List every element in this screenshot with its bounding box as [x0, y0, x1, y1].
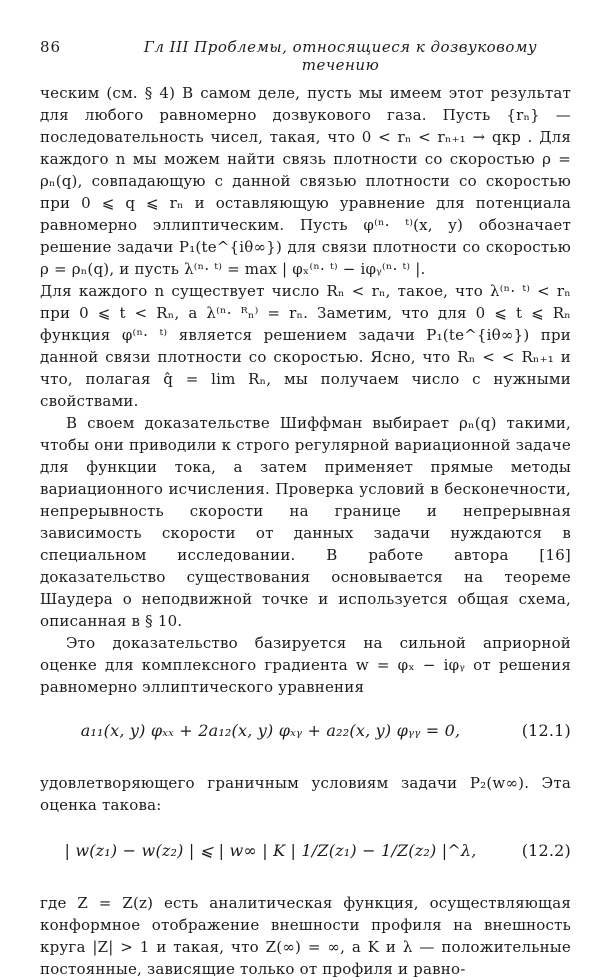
- paragraph-2: Для каждого n существует число Rₙ < rₙ, такое, что λ⁽ⁿ· ᵗ⁾ < rₙ при 0 ⩽ t < Rₙ, а λ⁽ⁿ· ᴿₙ⁾ = rₙ. Заметим, что для 0 ⩽ t ⩽ Rₙ функция φ⁽ⁿ· ᵗ⁾ является решением задачи P₁(te^{iθ∞}) при данной связи плотности со скоростью. Ясно, что Rₙ < < Rₙ₊₁ и что, полагая q̂ = lim Rₙ, мы получаем число с нужными свойствами.: [40, 282, 571, 410]
- page-number: 86: [40, 38, 62, 56]
- paragraph-1: ческим (см. § 4) В самом деле, пусть мы имеем этот результат для любого равномерно дозвукового газа. Пусть {rₙ} — последовательность чисел, такая, что 0 < rₙ < rₙ₊₁ → qкр . Для каждого n мы можем найти связь плотности со скоростью ρ = ρₙ(q), совпадающую с данной связью плотности со скоростью при 0 ⩽ q ⩽ rₙ и оставляющую уравнение для потенциала равномерно эллиптическим. Пусть φ⁽ⁿ· ᵗ⁾(x, y) обозначает решение задачи P₁(te^{iθ∞}) для связи плотности со скоростью ρ = ρₙ(q), и пусть λ⁽ⁿ· ᵗ⁾ = max | φₓ⁽ⁿ· ᵗ⁾ − iφᵧ⁽ⁿ· ᵗ⁾ |.: [40, 84, 571, 278]
- body-text: [40, 82, 571, 980]
- running-head: Гл III Проблемы, относящиеся к дозвуковому течению: [143, 38, 538, 74]
- equation-expression: | w(z₁) − w(z₂) | ⩽ | w∞ | K | 1/Z(z₁) − 1/Z(z₂) |^λ,: [64, 841, 477, 860]
- page-header: [40, 38, 571, 74]
- paragraph-6: где Z = Z(z) есть аналитическая функция, осуществляющая конформное отображение внешности профиля на внешность круга |Z| > 1 и такая, что Z(∞) = ∞, а K и λ — положительные постоянные, зависящие только от профиля и равно-: [40, 894, 571, 978]
- equation-expression: a₁₁(x, y) φₓₓ + 2a₁₂(x, y) φₓᵧ + a₂₂(x, y) φᵧᵧ = 0,: [80, 721, 461, 740]
- paragraph-3: В своем доказательстве Шиффман выбирает ρₙ(q) такими, чтобы они приводили к строго регулярной вариационной задаче для функции тока, а затем применяет прямые методы вариационного исчисления. Проверка условий в бесконечности, непрерывность скорости на границе и непрерывная зависимость скорости от данных задачи нуждаются в специальном исследовании. В работе автора [16] доказательство существования основывается на теореме Шаудера о неподвижной точке и используется общая схема, описанная в § 10.: [40, 414, 571, 630]
- equation-number: (12.1): [521, 721, 571, 740]
- paragraph-4: Это доказательство базируется на сильной априорной оценке для комплексного градиента w = φₓ − iφᵧ от решения равномерно эллиптического уравнения: [40, 634, 571, 696]
- equation-12-2: [40, 826, 571, 876]
- equation-number: (12.2): [521, 841, 571, 860]
- paragraph-5: удовлетворяющего граничным условиям задачи P₂(w∞). Эта оценка такова:: [40, 774, 571, 814]
- equation-12-1: [40, 714, 571, 748]
